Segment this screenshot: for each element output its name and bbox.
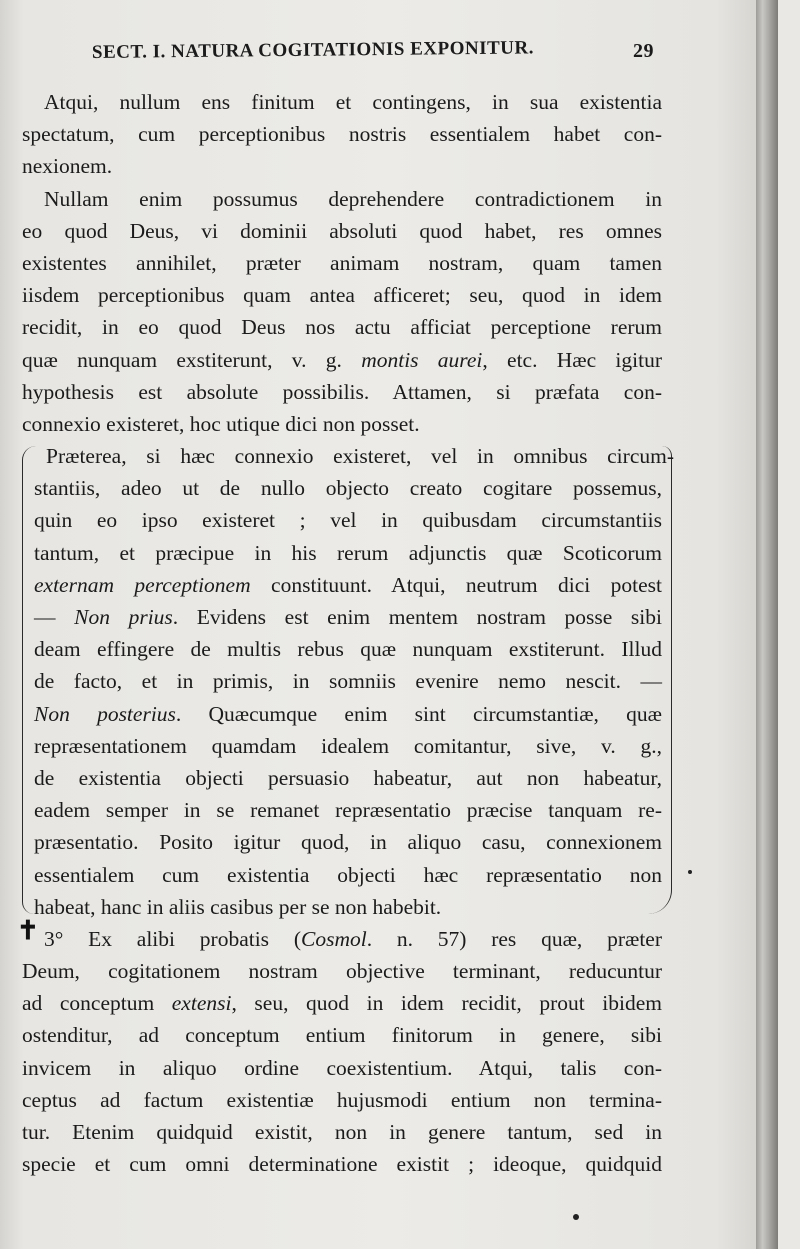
text-line: eo quod Deus, vi dominii absoluti quod habet, res omnes <box>22 218 662 243</box>
text-line: eadem semper in se remanet repræsentatio præcise tanquam re- <box>34 798 662 823</box>
text-line: spectatum, cum perceptionibus nostris essentialem habet con- <box>22 122 662 147</box>
text-line: Atqui, nullum ens finitum et contingens, in sua existentia <box>44 90 662 114</box>
text-line: deam effingere de multis rebus quæ nunquam exstiterunt. Illud <box>34 637 662 662</box>
text-line <box>22 601 662 633</box>
text-line <box>22 987 662 1019</box>
text-line <box>22 344 662 376</box>
text-line: essentialem cum existentia objecti hæc repræsentatio non <box>34 862 662 887</box>
text-line <box>22 569 662 601</box>
italic-phrase: Cosmol <box>301 926 367 951</box>
text-run: , etc. Hæc igitur <box>482 347 662 372</box>
text-line: de facto, et in primis, in somniis evenire nemo nescit. — <box>34 669 662 694</box>
italic-phrase: Non prius <box>74 605 173 629</box>
text-line: nexionem. <box>22 154 113 179</box>
body-text <box>22 86 674 1180</box>
paragraph <box>22 923 662 1181</box>
text-line: hypothesis est absolute possibilis. Attamen, si præfata con- <box>22 379 662 404</box>
text-line: existentes annihilet, præter animam nostram, quam tamen <box>22 250 662 275</box>
text-line: Deum, cogitationem nostram objective terminant, reducuntur <box>22 959 662 984</box>
text-run: . n. 57) res quæ, præter <box>366 926 662 951</box>
text-run: — <box>34 605 75 629</box>
text-line: recidit, in eo quod Deus nos actu afficiat perceptione rerum <box>22 315 662 340</box>
running-head <box>91 37 654 72</box>
italic-phrase: extensi <box>171 991 232 1016</box>
paragraph <box>22 86 662 183</box>
paragraph <box>22 183 662 441</box>
text-line: Nullam enim possumus deprehendere contradictionem in <box>44 186 662 211</box>
text-run: constituunt. Atqui, neutrum dici potest <box>250 572 662 597</box>
text-line: ostenditur, ad conceptum entium finitorum in genere, sibi <box>22 1023 662 1048</box>
text-line: habeat, hanc in aliis casibus per se non habebit. <box>34 894 442 919</box>
text-line: repræsentationem quamdam idealem comitantur, sive, v. g., <box>34 733 662 758</box>
ink-speck <box>573 1214 579 1220</box>
margin-cross-mark: ✝ <box>17 916 39 945</box>
text-line: iisdem perceptionibus quam antea afficeret; seu, quod in idem <box>22 283 662 308</box>
text-line <box>22 923 662 955</box>
text-line: tantum, et præcipue in his rerum adjunctis quæ Scoticorum <box>34 540 662 565</box>
text-run: quæ nunquam exstiterunt, v. g. <box>22 347 362 372</box>
text-line: tur. Etenim quidquid existit, non in genere tantum, sed in <box>22 1120 662 1144</box>
italic-phrase: montis aurei <box>361 347 483 372</box>
text-line: stantiis, adeo ut de nullo objecto creato cogitare possemus, <box>34 476 662 501</box>
text-line <box>22 698 662 730</box>
text-line: connexio existeret, hoc utique dici non posset. <box>22 411 420 436</box>
italic-phrase: externam perceptionem <box>34 572 251 597</box>
bracketed-paragraph <box>22 440 674 923</box>
text-run: 3° Ex alibi probatis ( <box>44 926 301 951</box>
text-run: . Quæcumque enim sint circumstantiæ, quæ <box>175 701 662 726</box>
text-line: invicem in aliquo ordine coexistentium. Atqui, talis con- <box>22 1055 662 1080</box>
text-line: quin eo ipso existeret ; vel in quibusdam circumstantiis <box>34 508 662 533</box>
section-title: SECT. I. NATURA COGITATIONIS EXPONITUR. <box>91 37 535 63</box>
italic-phrase: Non posterius <box>34 701 176 726</box>
text-run: . Evidens est enim mentem nostram posse sibi <box>172 605 662 629</box>
text-line: Præterea, si hæc connexio existeret, vel in omnibus circum- <box>46 444 674 469</box>
text-line: præsentatio. Posito igitur quod, in aliquo casu, connexionem <box>34 830 662 855</box>
text-run: , seu, quod in idem recidit, prout ibidem <box>231 991 662 1016</box>
text-line: ceptus ad factum existentiæ hujusmodi entium non termina- <box>22 1087 662 1112</box>
text-line: de existentia objecti persuasio habeatur, aut non habeatur, <box>34 765 662 790</box>
text-run: ad conceptum <box>22 991 172 1016</box>
ink-speck <box>688 870 692 874</box>
page-number: 29 <box>633 40 654 62</box>
text-line: specie et cum omni determinatione existit ; ideoque, quidquid <box>22 1152 662 1177</box>
book-spine-edge <box>756 0 778 1249</box>
